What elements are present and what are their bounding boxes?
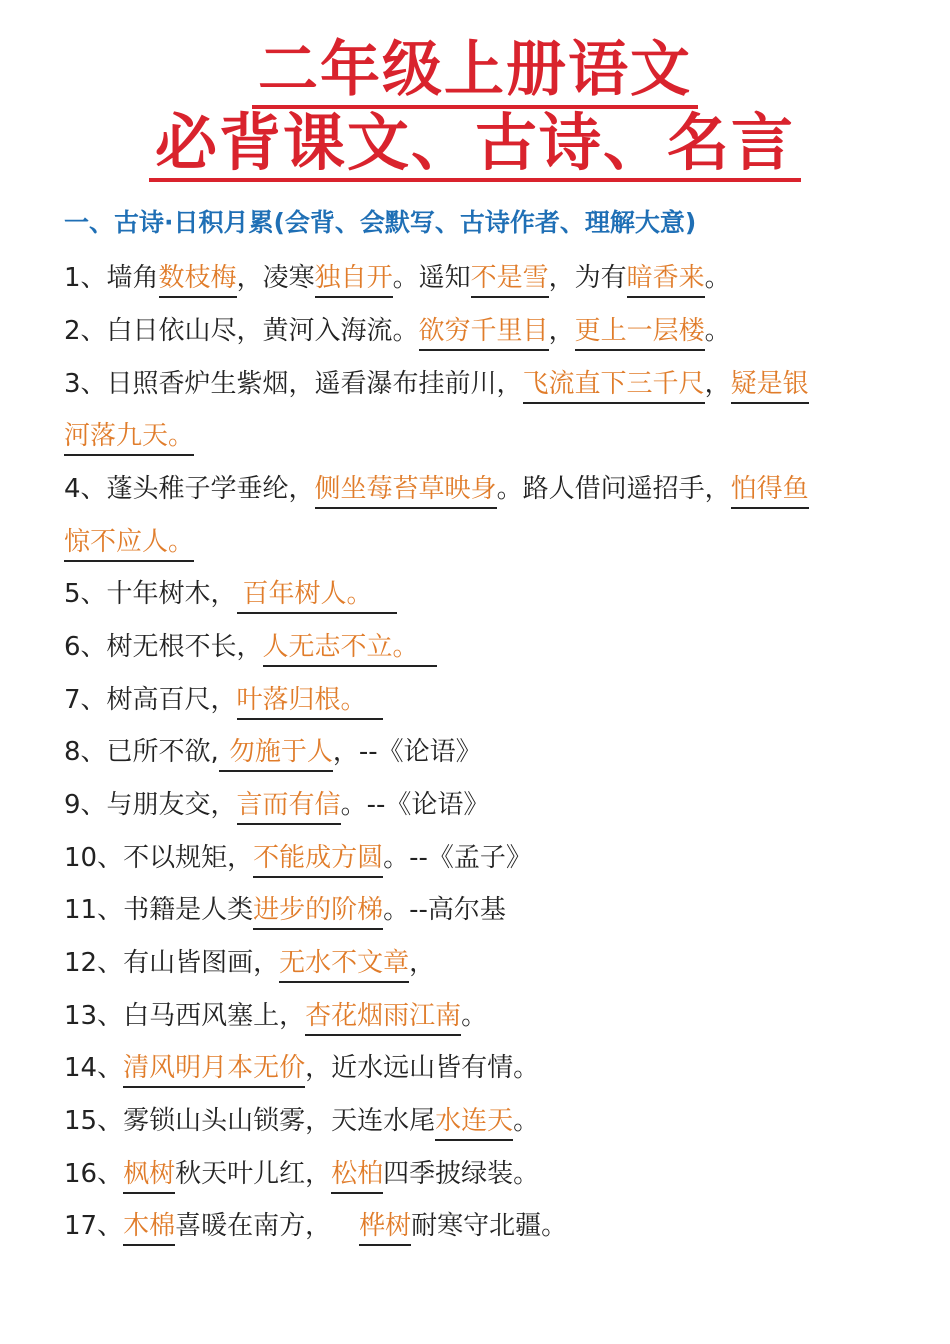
list-item-1 xyxy=(64,258,731,298)
item-text: 15、雾锁山头山锁雾，天连水尾 xyxy=(64,1106,436,1136)
item-text: 秋天叶儿红， xyxy=(175,1159,332,1189)
title-line1-text: 二年级上册语文 xyxy=(252,37,698,109)
answer-text: 水连天 xyxy=(435,1103,513,1141)
answer-text: 桦树 xyxy=(359,1208,411,1246)
page-title-line1 xyxy=(0,34,950,109)
item-text: ， xyxy=(704,369,731,399)
list-item-4 xyxy=(64,469,809,509)
item-text: 。 xyxy=(461,1001,488,1031)
item-text: 2、白日依山尽，黄河入海流。 xyxy=(64,316,419,346)
item-text: ，近水远山皆有情。 xyxy=(305,1053,540,1083)
item-text: 16、 xyxy=(64,1159,124,1189)
section-heading: 一、古诗·日积月累(会背、会默写、古诗作者、理解大意) xyxy=(64,208,697,237)
answer-text: 言而有信 xyxy=(237,787,341,825)
list-item-3 xyxy=(64,364,809,404)
list-item-3-continued xyxy=(64,416,194,456)
answer-text: 百年树人。 xyxy=(237,576,397,614)
answer-text: 侧坐莓苔草映身 xyxy=(315,471,497,509)
item-text: 13、白马西风塞上， xyxy=(64,1001,306,1031)
answer-text: 枫树 xyxy=(123,1156,175,1194)
list-item-10 xyxy=(64,838,532,878)
item-text: 11、书籍是人类 xyxy=(64,895,254,925)
list-item-17 xyxy=(64,1206,567,1246)
answer-text: 独自开 xyxy=(315,260,393,298)
item-text: 。路人借问遥招手， xyxy=(496,474,731,504)
item-text: 耐寒守北疆。 xyxy=(411,1211,568,1241)
answer-text: 更上一层楼 xyxy=(575,313,705,351)
item-text: 10、不以规矩， xyxy=(64,843,254,873)
answer-text: 不能成方圆 xyxy=(253,840,383,878)
answer-text: 松柏 xyxy=(331,1156,383,1194)
list-item-9 xyxy=(64,785,489,825)
answer-text: 勿施于人 xyxy=(219,734,333,772)
item-text: 。 xyxy=(513,1106,540,1136)
item-text: 喜暖在南方， xyxy=(175,1211,332,1241)
item-text: ， xyxy=(548,316,575,346)
list-item-4-continued xyxy=(64,522,194,562)
item-text: 17、 xyxy=(64,1211,124,1241)
title-line2-text: 必背课文、古诗、名言 xyxy=(149,110,801,182)
item-text: 8、已所不欲, xyxy=(64,737,219,767)
list-item-5 xyxy=(64,574,397,614)
item-text: 4、蓬头稚子学垂纶， xyxy=(64,474,315,504)
answer-text: 疑是银 xyxy=(731,366,809,404)
answer-text: 人无志不立。 xyxy=(263,629,437,667)
item-text: 12、有山皆图画， xyxy=(64,948,280,978)
answer-text: 数枝梅 xyxy=(159,260,237,298)
item-text: 。遥知 xyxy=(392,263,471,293)
list-item-7 xyxy=(64,680,383,720)
list-item-16 xyxy=(64,1154,539,1194)
answer-text: 暗香来 xyxy=(627,260,705,298)
answer-text: 叶落归根。 xyxy=(237,682,383,720)
item-text: 7、树高百尺， xyxy=(64,685,237,715)
answer-text: 清风明月本无价 xyxy=(123,1050,305,1088)
item-text: ，凌寒 xyxy=(236,263,315,293)
list-item-14 xyxy=(64,1048,539,1088)
answer-text: 飞流直下三千尺 xyxy=(523,366,705,404)
item-text: 14、 xyxy=(64,1053,124,1083)
list-item-2 xyxy=(64,311,731,351)
item-text: 6、树无根不长， xyxy=(64,632,263,662)
item-text: 1、墙角 xyxy=(64,263,159,293)
item-text: 。--《孟子》 xyxy=(383,843,532,873)
item-text: 。 xyxy=(704,263,731,293)
item-text: 。--高尔基 xyxy=(383,895,506,925)
list-item-13 xyxy=(64,996,487,1036)
answer-text: 进步的阶梯 xyxy=(253,892,383,930)
item-text: 。 xyxy=(704,316,731,346)
item-text: 9、与朋友交， xyxy=(64,790,237,820)
answer-text: 惊不应人。 xyxy=(64,524,194,562)
item-text: 。--《论语》 xyxy=(340,790,490,820)
item-text: 5、十年树木， xyxy=(64,579,237,609)
answer-text: 不是雪 xyxy=(471,260,549,298)
answer-text: 怕得鱼 xyxy=(731,471,809,509)
item-text: ， xyxy=(409,948,436,978)
item-text: 3、日照香炉生紫烟，遥看瀑布挂前川， xyxy=(64,369,523,399)
item-text: ，--《论语》 xyxy=(332,737,482,767)
item-text: 四季披绿装。 xyxy=(383,1159,540,1189)
answer-text: 欲穷千里目 xyxy=(419,313,549,351)
answer-text: 杏花烟雨江南 xyxy=(305,998,461,1036)
item-text: ，为有 xyxy=(548,263,627,293)
answer-text: 无水不文章 xyxy=(279,945,409,983)
answer-text: 河落九天。 xyxy=(64,418,194,456)
answer-text: 木棉 xyxy=(123,1208,175,1246)
list-item-12 xyxy=(64,943,435,983)
list-item-6 xyxy=(64,627,437,667)
list-item-11 xyxy=(64,890,506,930)
list-item-15 xyxy=(64,1101,539,1141)
list-item-8 xyxy=(64,732,482,772)
page-title-line2 xyxy=(0,108,950,182)
